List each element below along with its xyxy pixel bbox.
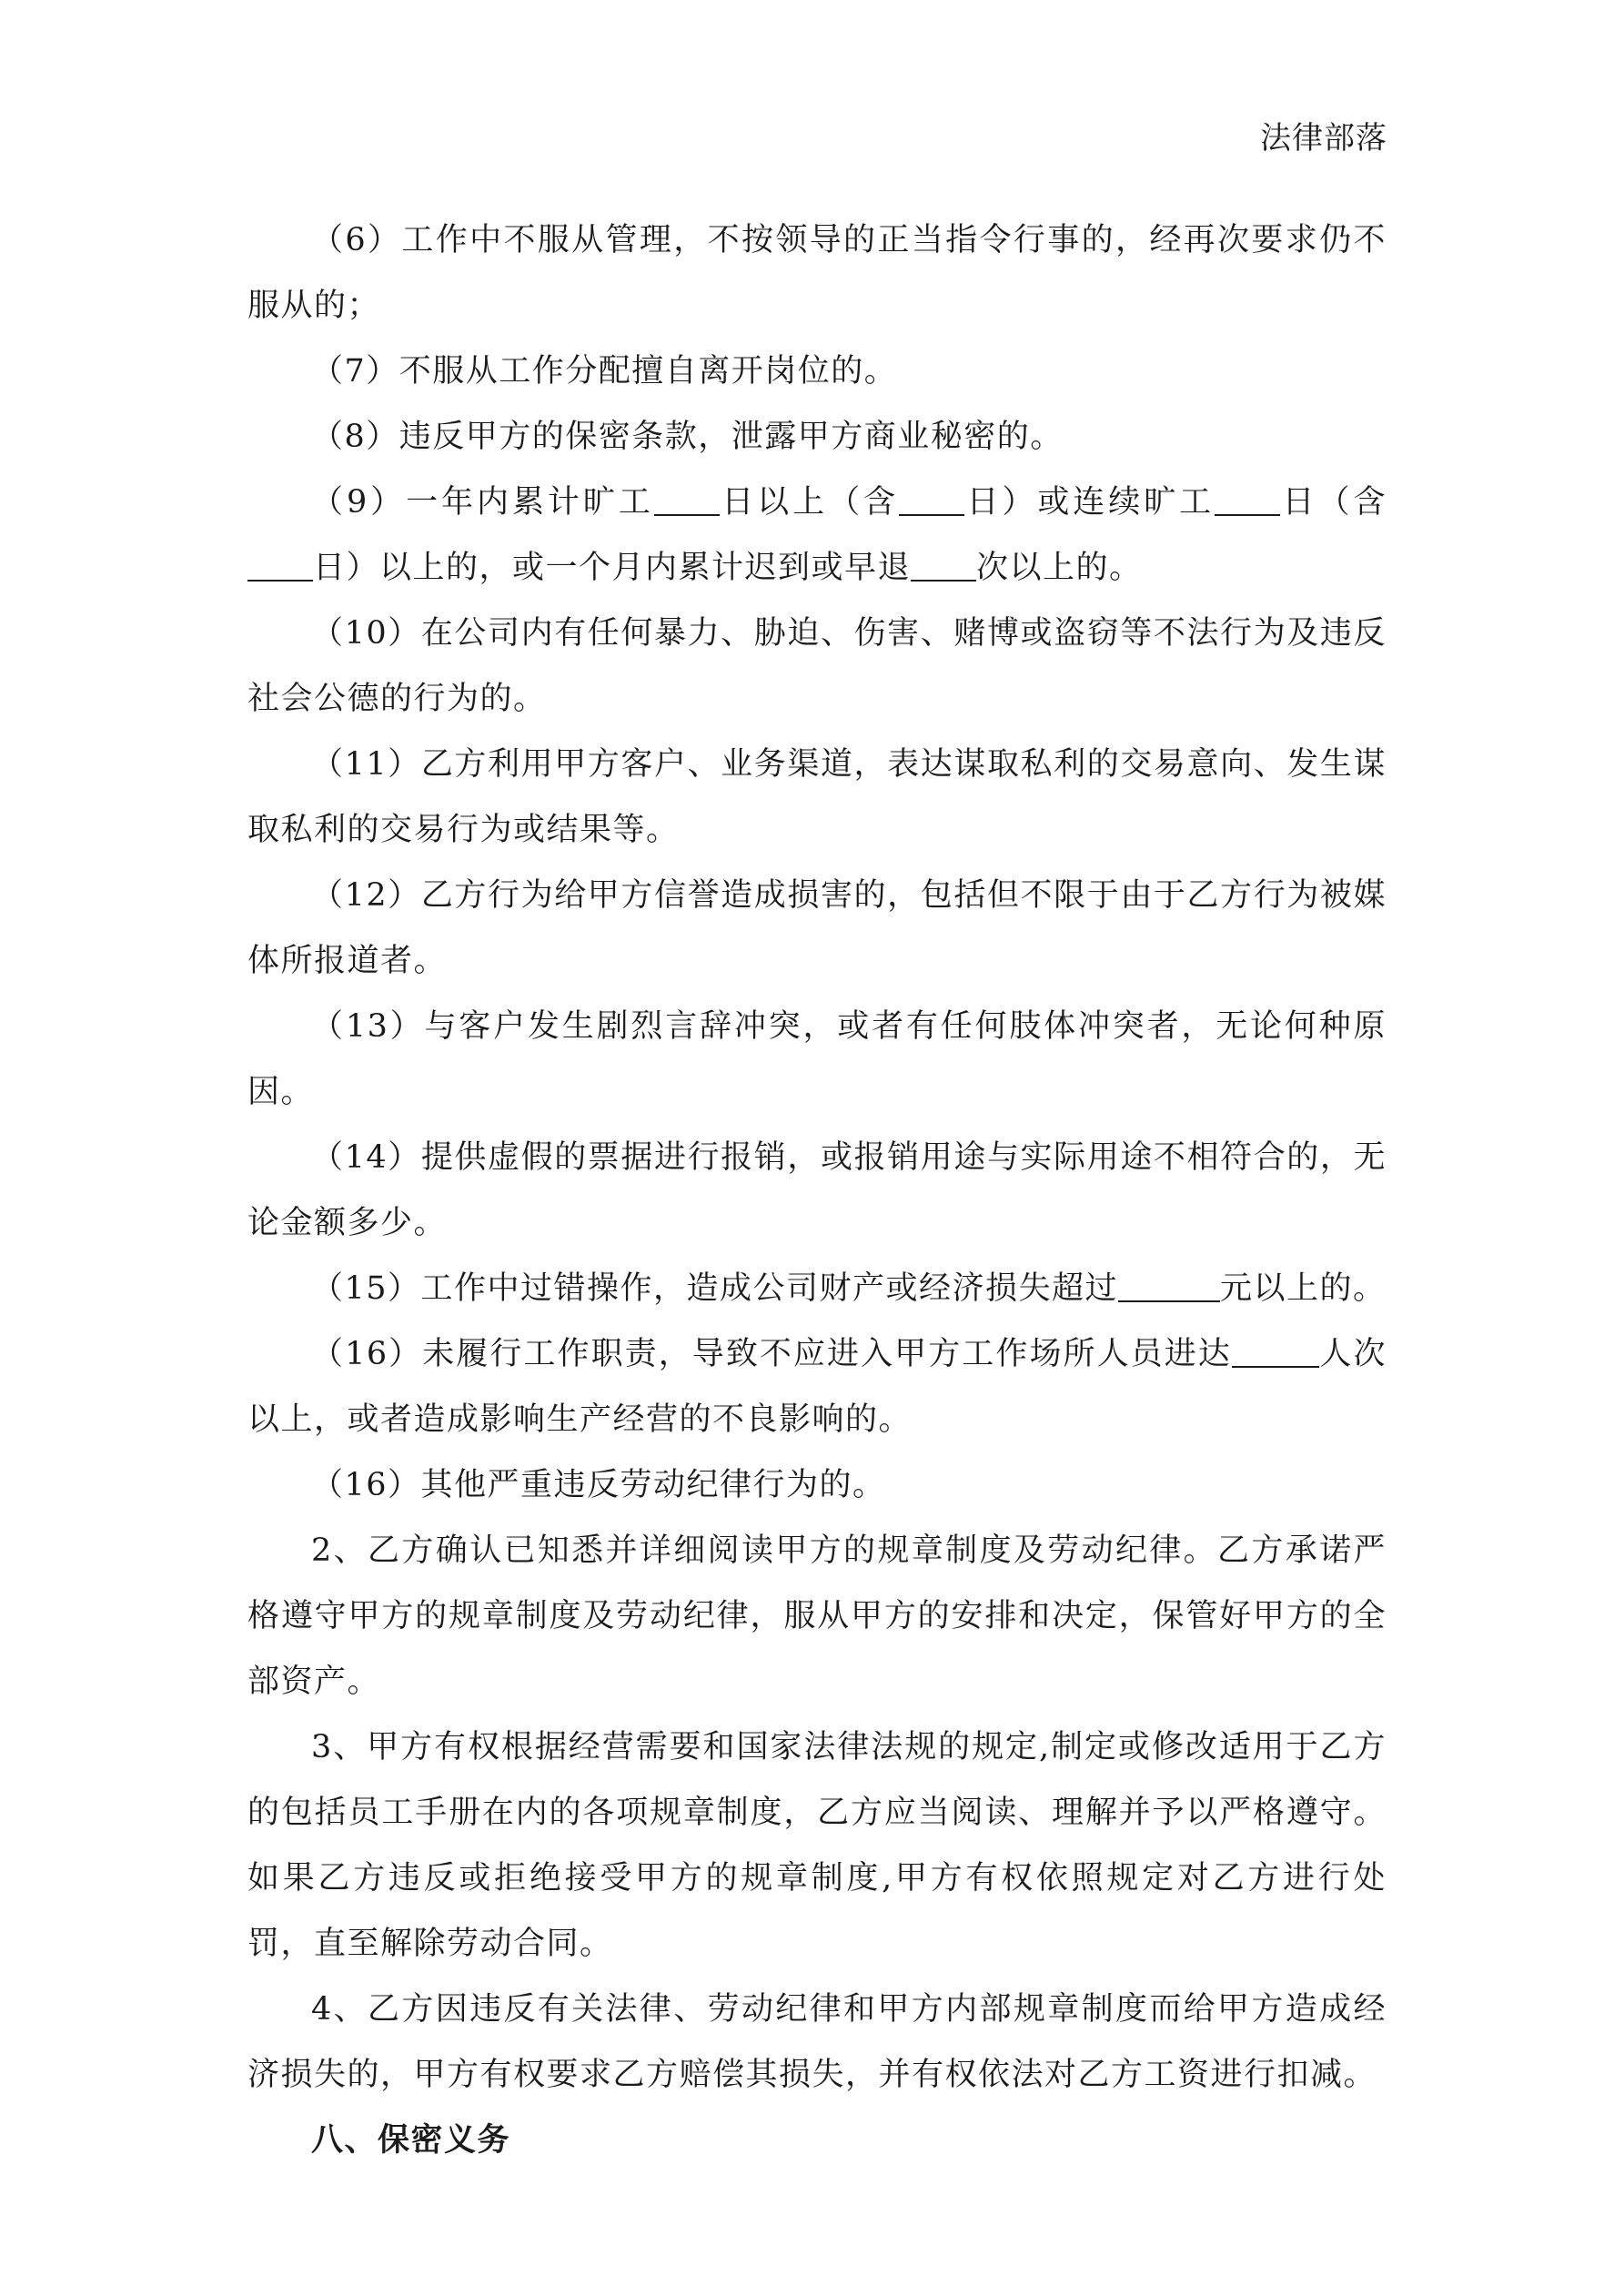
item-16a-text-a: （16）未履行工作职责，导致不应进入甲方工作场所人员进达: [311, 1336, 1232, 1372]
item-9-text-a: （9）一年内累计旷工: [311, 484, 654, 521]
item-9-text-b: 日以上（含: [719, 484, 899, 521]
item-6: （6）工作中不服从管理，不按领导的正当指令行事的，经再次要求仍不服从的；: [247, 222, 1387, 324]
fill-blank: [1118, 1273, 1220, 1302]
item-8: （8）违反甲方的保密条款，泄露甲方商业秘密的。: [311, 419, 1064, 455]
clause-4: 4、乙方因违反有关法律、劳动纪律和甲方内部规章制度而给甲方造成经济损失的，甲方有权要求乙方赔偿其损失，并有权依法对乙方工资进行扣减。: [247, 1991, 1387, 2093]
item-7: （7）不服从工作分配擅自离开岗位的。: [311, 353, 898, 389]
header-brand: 法律部落: [1260, 120, 1387, 157]
item-16a: [247, 1321, 1387, 1452]
fill-blank: [1215, 487, 1280, 516]
item-13: （13）与客户发生剧烈言辞冲突，或者有任何肢体冲突者，无论何种原因。: [247, 1008, 1387, 1110]
clause-3: 3、甲方有权根据经营需要和国家法律法规的规定,制定或修改适用于乙方的包括员工手册在内的各项规章制度，乙方应当阅读、理解并予以严格遵守。如果乙方违反或拒绝接受甲方的规章制度,甲方有权依照规定对乙方进行处罚，直至解除劳动合同。: [247, 1729, 1387, 1962]
item-9: [247, 470, 1387, 601]
item-10: （10）在公司内有任何暴力、胁迫、伤害、赌博或盗窃等不法行为及违反社会公德的行为的。: [247, 615, 1387, 717]
item-9-text-f: 次以上的。: [976, 550, 1143, 586]
item-15-text-a: （15）工作中过错操作，造成公司财产或经济损失超过: [311, 1270, 1119, 1307]
item-9-text-c: 日）或连续旷工: [964, 484, 1215, 521]
section-heading: 八、保密义务: [311, 2121, 511, 2159]
item-16a-text-b: 人次以上，或者造成影响生产经营的不良影响的。: [247, 1336, 1387, 1438]
fill-blank: [1232, 1339, 1319, 1368]
fill-blank: [911, 552, 976, 582]
item-12: （12）乙方行为给甲方信誉造成损害的，包括但不限于由于乙方行为被媒体所报道者。: [247, 877, 1387, 979]
item-15-text-b: 元以上的。: [1220, 1270, 1387, 1307]
document-body: [247, 207, 1387, 2173]
item-14: （14）提供虚假的票据进行报销，或报销用途与实际用途不相符合的，无论金额多少。: [247, 1139, 1387, 1241]
item-9-text-d: 日（含: [1280, 484, 1387, 521]
item-15: [247, 1256, 1387, 1321]
item-16b: （16）其他严重违反劳动纪律行为的。: [311, 1467, 886, 1503]
fill-blank: [654, 487, 720, 516]
item-11: （11）乙方利用甲方客户、业务渠道，表达谋取私利的交易意向、发生谋取私利的交易行为或结果等。: [247, 746, 1387, 848]
item-9-text-e: 日）以上的，或一个月内累计迟到或早退: [313, 550, 912, 586]
fill-blank: [247, 552, 313, 582]
fill-blank: [899, 487, 964, 516]
clause-2: 2、乙方确认已知悉并详细阅读甲方的规章制度及劳动纪律。乙方承诺严格遵守甲方的规章制度及劳动纪律，服从甲方的安排和决定，保管好甲方的全部资产。: [247, 1532, 1387, 1700]
